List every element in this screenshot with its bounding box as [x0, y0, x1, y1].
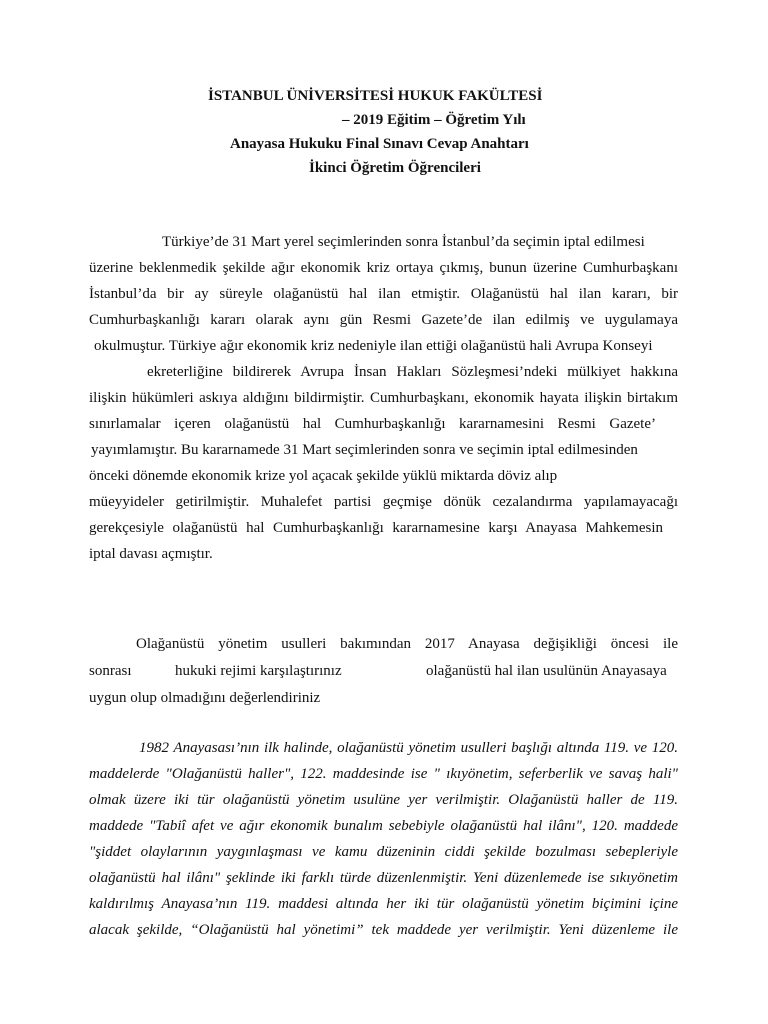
case-line: Cumhurbaşkanlığı kararı olarak aynı gün Resmi Gazete’de ilan edilmiş ve uygulamaya — [89, 312, 678, 328]
case-line: müeyyideler getirilmiştir. Muhalefet partisi geçmişe dönük cezalandırma yapılamayacağı — [89, 494, 678, 510]
student-group: İkinci Öğretim Öğrencileri — [309, 160, 481, 176]
case-line: okulmuştur. Türkiye ağır ekonomik kriz nedeniyle ilan ettiği olağanüstü hali Avrupa Konseyi — [94, 338, 653, 354]
case-line: ilişkin hükümleri askıya aldığını bildirmiştir. Cumhurbaşkanı, ekonomik hayata ilişkin birtakım — [89, 390, 678, 406]
case-line: Türkiye’de 31 Mart yerel seçimlerinden sonra İstanbul’da seçimin iptal edilmesi — [162, 234, 645, 250]
case-line: üzerine beklenmedik şekilde ağır ekonomik kriz ortaya çıkmış, bunun üzerine Cumhurbaşkanı — [89, 260, 678, 276]
answer-line: maddelerde "Olağanüstü haller", 122. maddesinde ise " ıkıyönetim, seferberlik ve savaş hali" — [89, 766, 678, 782]
academic-year: – 2019 Eğitim – Öğretim Yılı — [342, 112, 526, 128]
answer-line: alacak şekilde, “Olağanüstü hal yönetimi” tek maddede yer verilmiştir. Yeni düzenleme ile — [89, 922, 678, 938]
question-line: Olağanüstü yönetim usulleri bakımından 2017 Anayasa değişikliği öncesi ile — [136, 636, 678, 652]
university-faculty-title: İSTANBUL ÜNİVERSİTESİ HUKUK FAKÜLTESİ — [208, 88, 543, 104]
case-line: gerekçesiyle olağanüstü hal Cumhurbaşkanlığı kararnamesine karşı Anayasa Mahkemesin — [89, 520, 663, 536]
question-line: uygun olup olmadığını değerlendiriniz — [89, 690, 321, 706]
case-line: iptal davası açmıştır. — [89, 546, 213, 562]
answer-line: maddede "Tabiî afet ve ağır ekonomik bunalım sebebiyle olağanüstü hal ilânı", 120. maddede — [89, 818, 678, 834]
case-line: sınırlamalar içeren olağanüstü hal Cumhurbaşkanlığı kararnamesini Resmi Gazete’ — [89, 416, 656, 432]
question-line-part: hukuki rejimi karşılaştırınız — [175, 663, 342, 679]
answer-line: olağanüstü hal ilânı" şeklinde iki farklı türde düzenlenmiştir. Yeni düzenlemede ise sıkıyönetim — [89, 870, 678, 886]
answer-line: kaldırılmış Anayasa’nın 119. maddesi altında her iki tür olağanüstü yönetim biçimini içine — [89, 896, 678, 912]
question-line-part: sonrası — [89, 663, 132, 679]
case-line: İstanbul’da bir ay süreyle olağanüstü hal ilan etmiştir. Olağanüstü hal ilan kararı, bir — [89, 286, 678, 302]
exam-title: Anayasa Hukuku Final Sınavı Cevap Anahtarı — [230, 136, 529, 152]
case-line: önceki dönemde ekonomik krize yol açacak şekilde yüklü miktarda döviz alıp — [89, 468, 558, 484]
answer-line: olmak üzere iki tür olağanüstü yönetim usulüne yer verilmiştir. Olağanüstü haller de 119. — [89, 792, 678, 808]
answer-line: "şiddet olaylarının yaygınlaşması ve kamu düzeninin ciddi şekilde bozulması sebepleriyle — [89, 844, 678, 860]
case-line: yayımlamıştır. Bu kararnamede 31 Mart seçimlerinden sonra ve seçimin iptal edilmesinden — [91, 442, 638, 458]
question-line-part: olağanüstü hal ilan usulünün Anayasaya — [426, 663, 667, 679]
case-line: ekreterliğine bildirerek Avrupa İnsan Hakları Sözleşmesi’ndeki mülkiyet hakkına — [147, 364, 678, 380]
answer-line: 1982 Anayasası’nın ilk halinde, olağanüstü yönetim usulleri başlığı altında 119. ve 120. — [139, 740, 678, 756]
